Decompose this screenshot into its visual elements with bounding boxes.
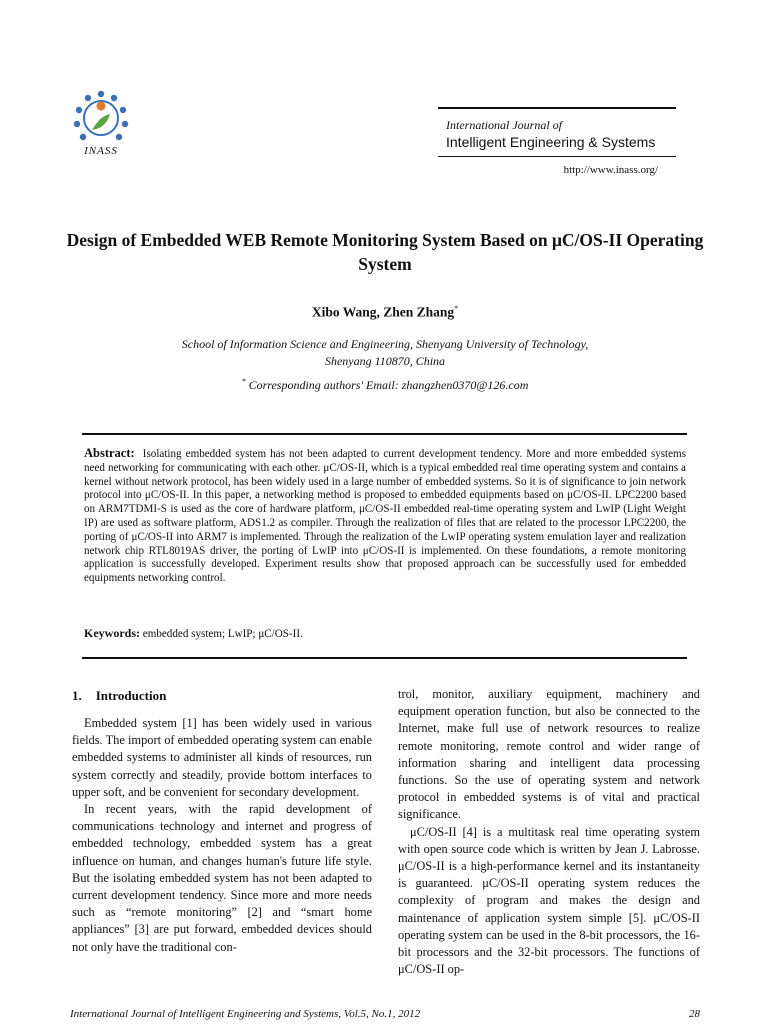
- author-names: Xibo Wang, Zhen Zhang: [311, 304, 455, 320]
- keywords: [84, 626, 686, 641]
- abstract-rule-bottom: [82, 657, 687, 659]
- abstract-rule-top: [82, 433, 687, 435]
- corresponding-mark: *: [454, 304, 459, 313]
- abstract-label: Abstract:: [84, 446, 135, 460]
- paragraph: μC/OS-II [4] is a multitask real time operating system with open source code which is written by Jean J. Labrosse. μC/OS-II is a high-performance kernel and its instantaneity is guaranteed. μC/OS-II operating system reduces the complexity of program and makes the design and maintenance of application system simple [5]. μC/OS-II operating system can be used in the 8-bit processors, the 16-bit processors and the 32-bit processors. The functions of μC/OS-II op-: [398, 824, 700, 977]
- affiliation-line1: School of Information Science and Engineering, Shenyang University of Technology,: [181, 337, 589, 351]
- keywords-label: Keywords:: [84, 626, 140, 640]
- paragraph: In recent years, with the rapid development of communications technology and internet and progress of embedded technology, embedded system has a great influence on human, and changes human's future life style. But the isolating embedded system has not been adapted to current development tendency. Since more and more needs such as “remote monitoring” [2] and “smart home appliances” [3] are put forward, embedded devices should not only have the traditional con-: [72, 802, 372, 954]
- footer-journal-citation: International Journal of Intelligent Engineering and Systems, Vol.5, No.1, 2012: [70, 1008, 421, 1020]
- section-number: 1.: [72, 688, 82, 703]
- keywords-text: embedded system; LwIP; μC/OS-II.: [142, 628, 303, 640]
- section-title: Introduction: [95, 688, 167, 703]
- affiliation-line2: Shenyang 110870, China: [324, 354, 446, 368]
- abstract: [84, 447, 686, 586]
- journal-name-line1: International Journal of: [446, 118, 562, 132]
- journal-rule-bottom: [438, 156, 676, 157]
- logo-text: INASS: [84, 145, 118, 157]
- corresponding-mark: *: [241, 377, 246, 386]
- paper-authors: [60, 304, 710, 321]
- right-column: [398, 686, 700, 978]
- affiliation: [60, 336, 710, 370]
- paragraph: trol, monitor, auxiliary equipment, machinery and equipment operation function, but also be connected to the Internet, make full use of network resources to realize remote monitoring, remote control and wider range of information sharing and intelligent data processing functions. So the use of operating system and network protocol in embedded systems is of vital and practical significance.: [398, 687, 700, 822]
- paragraph: Embedded system [1] has been widely used in various fields. The import of embedded operating system can enable embedded systems to administer all kinds of resources, run system correctly and steadily, provide bottom interfaces to upper soft, and be convenient for secondary development.: [72, 716, 372, 799]
- page-number: 28: [689, 1008, 700, 1020]
- corresponding-author: [60, 377, 710, 393]
- paper-title: Design of Embedded WEB Remote Monitoring System Based on μC/OS-II Operating System: [66, 230, 704, 274]
- journal-rule-top: [438, 107, 676, 109]
- section-heading: [72, 688, 166, 704]
- left-column: [72, 715, 372, 956]
- corresponding-email: Corresponding authors' Email: zhangzhen0370@126.com: [248, 378, 529, 392]
- abstract-text: Isolating embedded system has not been adapted to current development tendency. More and more embedded systems need networking for communicating with each other. μC/OS-II, which is a typical embedded real time operating system and contains a kernel without network protocol, has been widely used in a large number of embedded systems. So it is of significance to join network protocol into μC/OS-II. In this paper, a networking method is proposed to embedded equipments based on μC/OS-II. LPC2200 based on ARM7TDMI-S is used as the core of hardware platform, μC/OS-II embedded real-time operating system and LwIP (Light Weight IP) are used as software platform, ADS1.2 as compiler. Through the realization of files that are related to the processor LPC2200, the porting of μC/OS-II into ARM7 is implemented. Through the realization of the LwIP operating system emulation layer and realization network chip RTL8019AS driver, the porting of LwIP into μC/OS-II is implemented. On these foundations, a remote monitoring application is successfully developed. Experiment results show that proposed approach can be successfully used for embedded equipments networking control.: [84, 448, 687, 585]
- journal-url[interactable]: http://www.inass.org/: [563, 164, 658, 176]
- journal-name-line2: Intelligent Engineering & Systems: [446, 134, 656, 150]
